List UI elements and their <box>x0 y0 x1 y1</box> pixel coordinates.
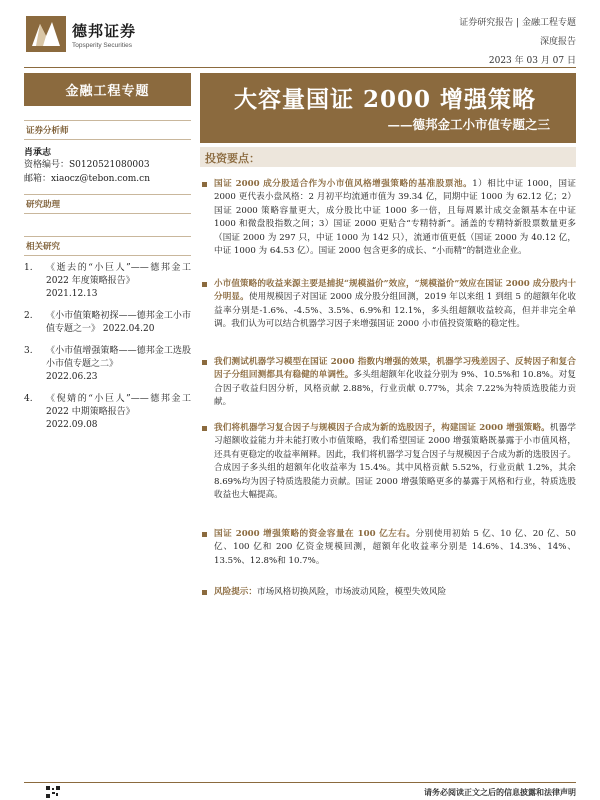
analyst-email[interactable]: 邮箱：xiaocz@tebon.com.cn <box>24 174 150 184</box>
category-banner: 金融工程专题 <box>24 73 191 106</box>
report-type: 证券研究报告 | 金融工程专题 <box>459 18 576 28</box>
related-report-item[interactable] <box>24 345 191 384</box>
related-report-number: 1. <box>24 263 33 273</box>
footer-divider <box>24 782 576 783</box>
report-subtype: 深度报告 <box>539 37 576 47</box>
related-report-item[interactable] <box>24 262 191 301</box>
bullet-square-icon <box>202 182 207 187</box>
related-report-date: 2022.06.23 <box>46 372 98 382</box>
key-point <box>200 178 576 258</box>
related-report-item[interactable] <box>24 310 191 336</box>
bullet-square-icon <box>202 282 207 287</box>
qr-code-icon <box>46 786 60 798</box>
risk-warning-body: 市场风格切换风险，市场波动风险，模型失效风险 <box>256 587 447 597</box>
key-point <box>200 356 576 410</box>
related-report-date: 2021.12.13 <box>46 289 98 299</box>
risk-warning-label: 风险提示： <box>214 587 257 597</box>
abstract-heading: 投资要点： <box>205 152 260 165</box>
related-section-heading: 相关研究 <box>24 236 191 256</box>
related-report-title: 《逝去的“小巨人”——德邦金工 2022 年度策略报告》 <box>46 263 191 286</box>
key-point-body: 1）相比中证 1000，国证 2000 更代表小盘风格：2 月初平均流通市值为 39.34 亿，同期中证 1000 为 62.12 亿；2）国证 2000 策略容量更大，成分股比中证 1000 多一倍，且每周累计成交金额基本在中证 1000 和微盘股指数之间；3）国证 2000 更贴合“专精特新”。涵盖的专精特新股票数量更多（国证 2000 为 297 只，中证 1000 为 142 只），流通市值更低（国证 2000 为 40.12 亿，中证 1000 为 64.53 亿）。国证 2000 包含更多的成长、“小而精”的制造业企业。 <box>214 179 577 257</box>
analyst-section-heading: 证券分析师 <box>24 120 191 140</box>
company-logo <box>26 16 136 52</box>
report-title: 大容量国证 2000 增强策略 <box>234 86 537 113</box>
key-point-body: 多头组超额年化收益分别为 9%、10.5%和 10.8%。对复合因子收益归因分析，风格贡献 2.88%，行业贡献 0.77%，其余 7.22%为特质选股能力贡献。 <box>214 370 576 408</box>
bullet-square-icon <box>202 590 207 595</box>
related-report-number: 3. <box>24 346 33 356</box>
logo-name-cn: 德邦证券 <box>72 21 137 40</box>
report-subtitle: ——德邦金工小市值专题之三 <box>387 117 550 132</box>
footer-disclaimer: 请务必阅读正文之后的信息披露和法律声明 <box>424 787 576 797</box>
left-sidebar <box>24 120 191 441</box>
key-point-lead: 小市值策略的收益来源主要是捕捉“规模溢价”效应，“规模溢价”效应在国证 2000 成分股内十分明显。 <box>214 279 576 303</box>
related-report-title: 《小市值增强策略——德邦金工选股小市值专题之二》 <box>46 346 191 369</box>
related-reports-list <box>24 262 191 432</box>
abstract-heading-bar <box>200 147 576 167</box>
bullet-square-icon <box>202 532 207 537</box>
logo-mark-icon <box>26 16 66 52</box>
related-report-item[interactable] <box>24 393 191 432</box>
key-point-body: 机器学习超额收益能力并未能打败小市值策略，我们希望国证 2000 增强策略既暴露于小市值风格，还具有更稳定的收益率阐释。因此，我们将机器学习复合因子与规模因子合成为新的选股因子。合成因子多头组的超额年化收益率为 15.4%。其中风格贡献 5.52%，行业贡献 1.2%，其余 8.69%均为因子特质选股能力贡献。国证 2000 增强策略更多的暴露于风格和行业，特质选股收益也大幅提高。 <box>214 423 576 501</box>
key-point-lead: 国证 2000 成分股适合作为小市值风格增强策略的基准股票池。 <box>214 179 473 189</box>
key-point-lead: 我们将机器学习复合因子与规模因子合成为新的选股因子，构建国证 2000 增强策略。 <box>214 423 550 433</box>
related-report-date: 2022.09.08 <box>46 420 98 430</box>
assistant-section-heading: 研究助理 <box>24 194 191 214</box>
key-point-lead: 国证 2000 增强策略的资金容量在 100 亿左右。 <box>214 529 416 539</box>
analyst-name: 肖承志 <box>24 148 52 158</box>
key-point-body: 分别使用初始 5 亿、10 亿、20 亿、50 亿、100 亿和 200 亿资金规模回测，超额年化收益率分别是 14.6%、14.3%、14%、13.5%、12.8%和 10.7%。 <box>214 529 577 566</box>
related-report-date: 2022.04.20 <box>102 324 155 334</box>
key-point <box>200 422 576 502</box>
related-report-title: 《小市值策略初探——德邦金工小市值专题之一》 <box>46 311 191 334</box>
report-date: 2023 年 03 月 07 日 <box>488 56 576 66</box>
related-report-number: 4. <box>24 394 33 404</box>
header-divider <box>24 67 576 68</box>
key-point-lead: 我们测试机器学习模型在国证 2000 指数内增强的效果，机器学习残差因子、反转因子和复合因子分组回测都具有稳健的单调性。 <box>214 357 576 381</box>
title-banner <box>200 73 576 143</box>
related-report-title: 《倪婧的“小巨人”——德邦金工 2022 中期策略报告》 <box>46 394 191 417</box>
report-header-info <box>459 14 576 71</box>
key-point <box>200 278 576 332</box>
logo-name-en: Topsperity Securities <box>72 41 132 49</box>
bullet-square-icon <box>202 426 207 431</box>
key-point-body: 使用规模因子对国证 2000 成分股分组回测，2019 年以来组 1 到组 5 的超额年化收益率分别是-1.6%、-4.5%、3.5%、6.9%和 12.1%，多头组超额收益较高，但并非完全单调。我们认为可以结合机器学习因子来增强国证 2000 小市值投资策略的稳定性。 <box>214 292 576 330</box>
related-report-number: 2. <box>24 311 33 321</box>
analyst-cert: 资格编号：S0120521080003 <box>24 160 150 170</box>
bullet-square-icon <box>202 360 207 365</box>
key-point <box>200 528 576 568</box>
risk-warning <box>200 586 576 599</box>
